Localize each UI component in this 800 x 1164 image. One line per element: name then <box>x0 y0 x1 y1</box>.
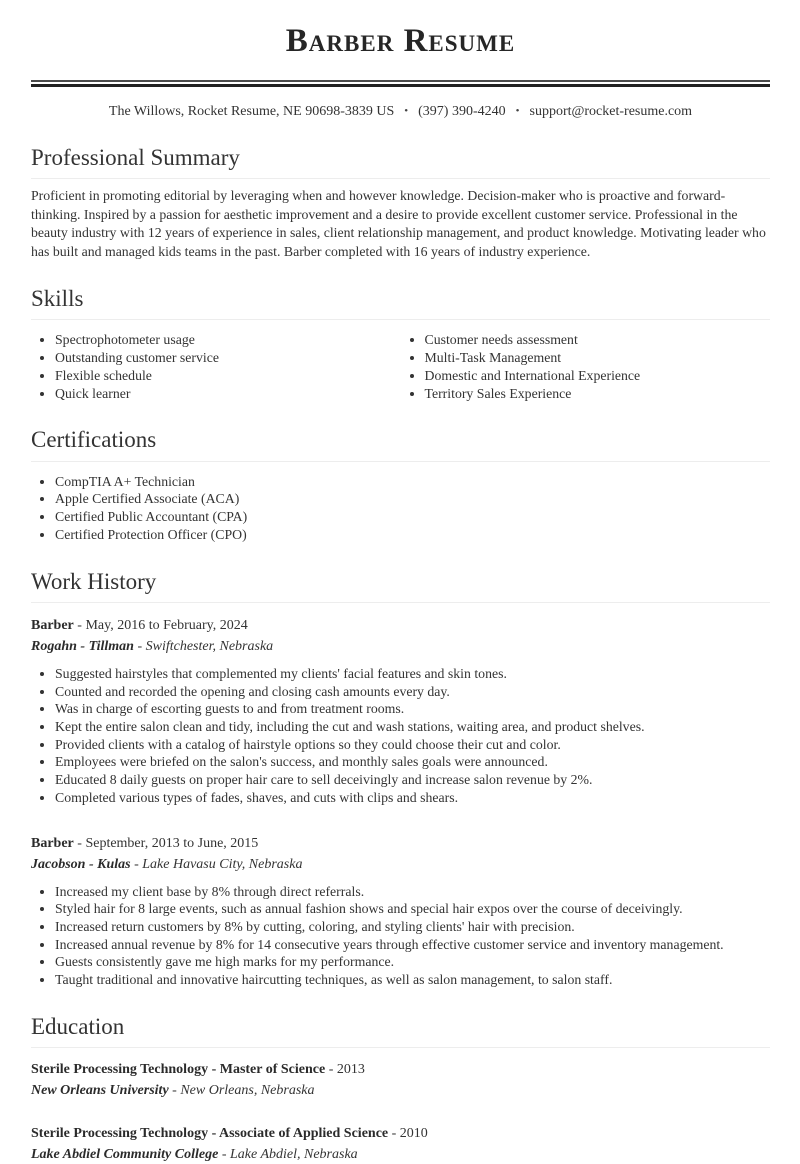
skill-item: • Customer needs assessment <box>425 331 771 349</box>
job-company: Rogahn - Tillman <box>31 638 134 654</box>
certification-item: • CompTIA A+ Technician <box>55 473 770 491</box>
job-title-line <box>31 616 770 635</box>
job-duty: • Styled hair for 8 large events, such as annual fashion shows and special hair expos over the course of deceivingly. <box>55 900 770 918</box>
job-duty: • Completed various types of fades, shaves, and cuts with clips and shears. <box>55 789 770 807</box>
certification-item: • Certified Public Accountant (CPA) <box>55 508 770 526</box>
education-entry <box>31 1060 770 1100</box>
contact-separator: • <box>515 104 520 117</box>
job-duty: • Suggested hairstyles that complemented my clients' facial features and skin tones. <box>55 665 770 683</box>
dash-separator: - <box>168 1083 181 1099</box>
education-program-line <box>31 1124 770 1143</box>
skill-item: • Multi-Task Management <box>425 349 771 367</box>
dash-separator: - <box>388 1126 400 1142</box>
skills-column-right <box>401 331 771 402</box>
job-entry <box>31 834 770 989</box>
skill-item: • Outstanding customer service <box>55 349 401 367</box>
header-divider <box>31 80 770 87</box>
job-duties-list <box>31 883 770 989</box>
skill-item: • Flexible schedule <box>55 367 401 385</box>
education-location: New Orleans, Nebraska <box>180 1083 315 1099</box>
job-duty: • Educated 8 daily guests on proper hair care to sell deceivingly and increase salon revenue by 2%. <box>55 771 770 789</box>
dash-separator: - <box>218 1147 230 1163</box>
job-title-line <box>31 834 770 853</box>
education-location: Lake Abdiel, Nebraska <box>229 1147 358 1163</box>
contact-address: The Willows, Rocket Resume, NE 90698-3839 US <box>108 103 395 119</box>
skills-columns <box>31 320 770 402</box>
education-school: New Orleans University <box>31 1083 169 1099</box>
job-duty: • Kept the entire salon clean and tidy, including the cut and wash stations, waiting area, and product shelves. <box>55 718 770 736</box>
dash-separator: - <box>73 617 86 633</box>
job-dates: September, 2013 to June, 2015 <box>85 835 259 851</box>
skill-item: • Quick learner <box>55 385 401 403</box>
skill-item: • Domestic and International Experience <box>425 367 771 385</box>
contact-email: support@rocket-resume.com <box>529 103 693 119</box>
education-school-line <box>31 1145 770 1164</box>
job-duty: • Employees were briefed on the salon's success, and monthly sales goals were announced. <box>55 753 770 771</box>
job-duty: • Taught traditional and innovative haircutting techniques, as well as salon management, to salon staff. <box>55 971 770 989</box>
job-duties-list <box>31 665 770 807</box>
job-title: Barber <box>31 835 74 851</box>
education-school-line <box>31 1081 770 1100</box>
skills-heading: Skills <box>31 286 770 320</box>
job-duty: • Guests consistently gave me high marks for my performance. <box>55 953 770 971</box>
skill-item: • Spectrophotometer usage <box>55 331 401 349</box>
job-dates: May, 2016 to February, 2024 <box>85 617 248 633</box>
resume-page <box>0 22 800 1164</box>
job-title: Barber <box>31 617 74 633</box>
education-school: Lake Abdiel Community College <box>31 1147 219 1163</box>
certification-item: • Apple Certified Associate (ACA) <box>55 490 770 508</box>
certification-item: • Certified Protection Officer (CPO) <box>55 526 770 544</box>
job-duty: • Increased return customers by 8% by cutting, coloring, and styling clients' hair with precision. <box>55 918 770 936</box>
certifications-heading: Certifications <box>31 427 770 461</box>
contact-phone: (397) 390-4240 <box>418 103 506 119</box>
job-company-line <box>31 855 770 874</box>
job-company-line <box>31 637 770 656</box>
work-history-heading: Work History <box>31 569 770 603</box>
job-duty: • Increased my client base by 8% through direct referrals. <box>55 883 770 901</box>
job-duty: • Increased annual revenue by 8% for 14 consecutive years through effective customer service and inventory management. <box>55 936 770 954</box>
certifications-list <box>31 473 770 544</box>
job-location: Swiftchester, Nebraska <box>145 638 274 654</box>
job-company: Jacobson - Kulas <box>31 856 131 872</box>
page-title: Barber Resume <box>285 23 516 59</box>
job-duty: • Counted and recorded the opening and closing cash amounts every day. <box>55 683 770 701</box>
education-heading: Education <box>31 1014 770 1048</box>
job-location: Lake Havasu City, Nebraska <box>142 856 303 872</box>
job-duty: • Was in charge of escorting guests to and from treatment rooms. <box>55 700 770 718</box>
dash-separator: - <box>325 1062 337 1078</box>
contact-separator: • <box>404 104 409 117</box>
dash-separator: - <box>73 835 86 851</box>
dash-separator: - <box>130 856 143 872</box>
skill-item: • Territory Sales Experience <box>425 385 771 403</box>
education-entry <box>31 1124 770 1164</box>
education-year: 2010 <box>399 1126 428 1142</box>
contact-line <box>31 104 770 120</box>
summary-heading: Professional Summary <box>31 145 770 179</box>
skills-column-left <box>31 331 401 402</box>
education-year: 2013 <box>336 1062 365 1078</box>
education-program-line <box>31 1060 770 1079</box>
education-program: Sterile Processing Technology - Associate of Applied Science <box>31 1126 389 1142</box>
job-entry <box>31 616 770 807</box>
job-duty: • Provided clients with a catalog of hairstyle options so they could choose their cut and color. <box>55 736 770 754</box>
education-program: Sterile Processing Technology - Master of Science <box>31 1062 326 1078</box>
dash-separator: - <box>133 638 146 654</box>
summary-text: Proficient in promoting editorial by leveraging when and however knowledge. Decision-maker who is proactive and forward-thinking. Inspired by a passion for aesthetic improvement and a desire to provide excellent customer service. Professional in the beauty industry with 12 years of experience in sales, client relationship management, and product knowledge. Motivating leader who has built and managed kids teams in the past. Barber completed with 16 years of industry experience. <box>31 188 766 259</box>
